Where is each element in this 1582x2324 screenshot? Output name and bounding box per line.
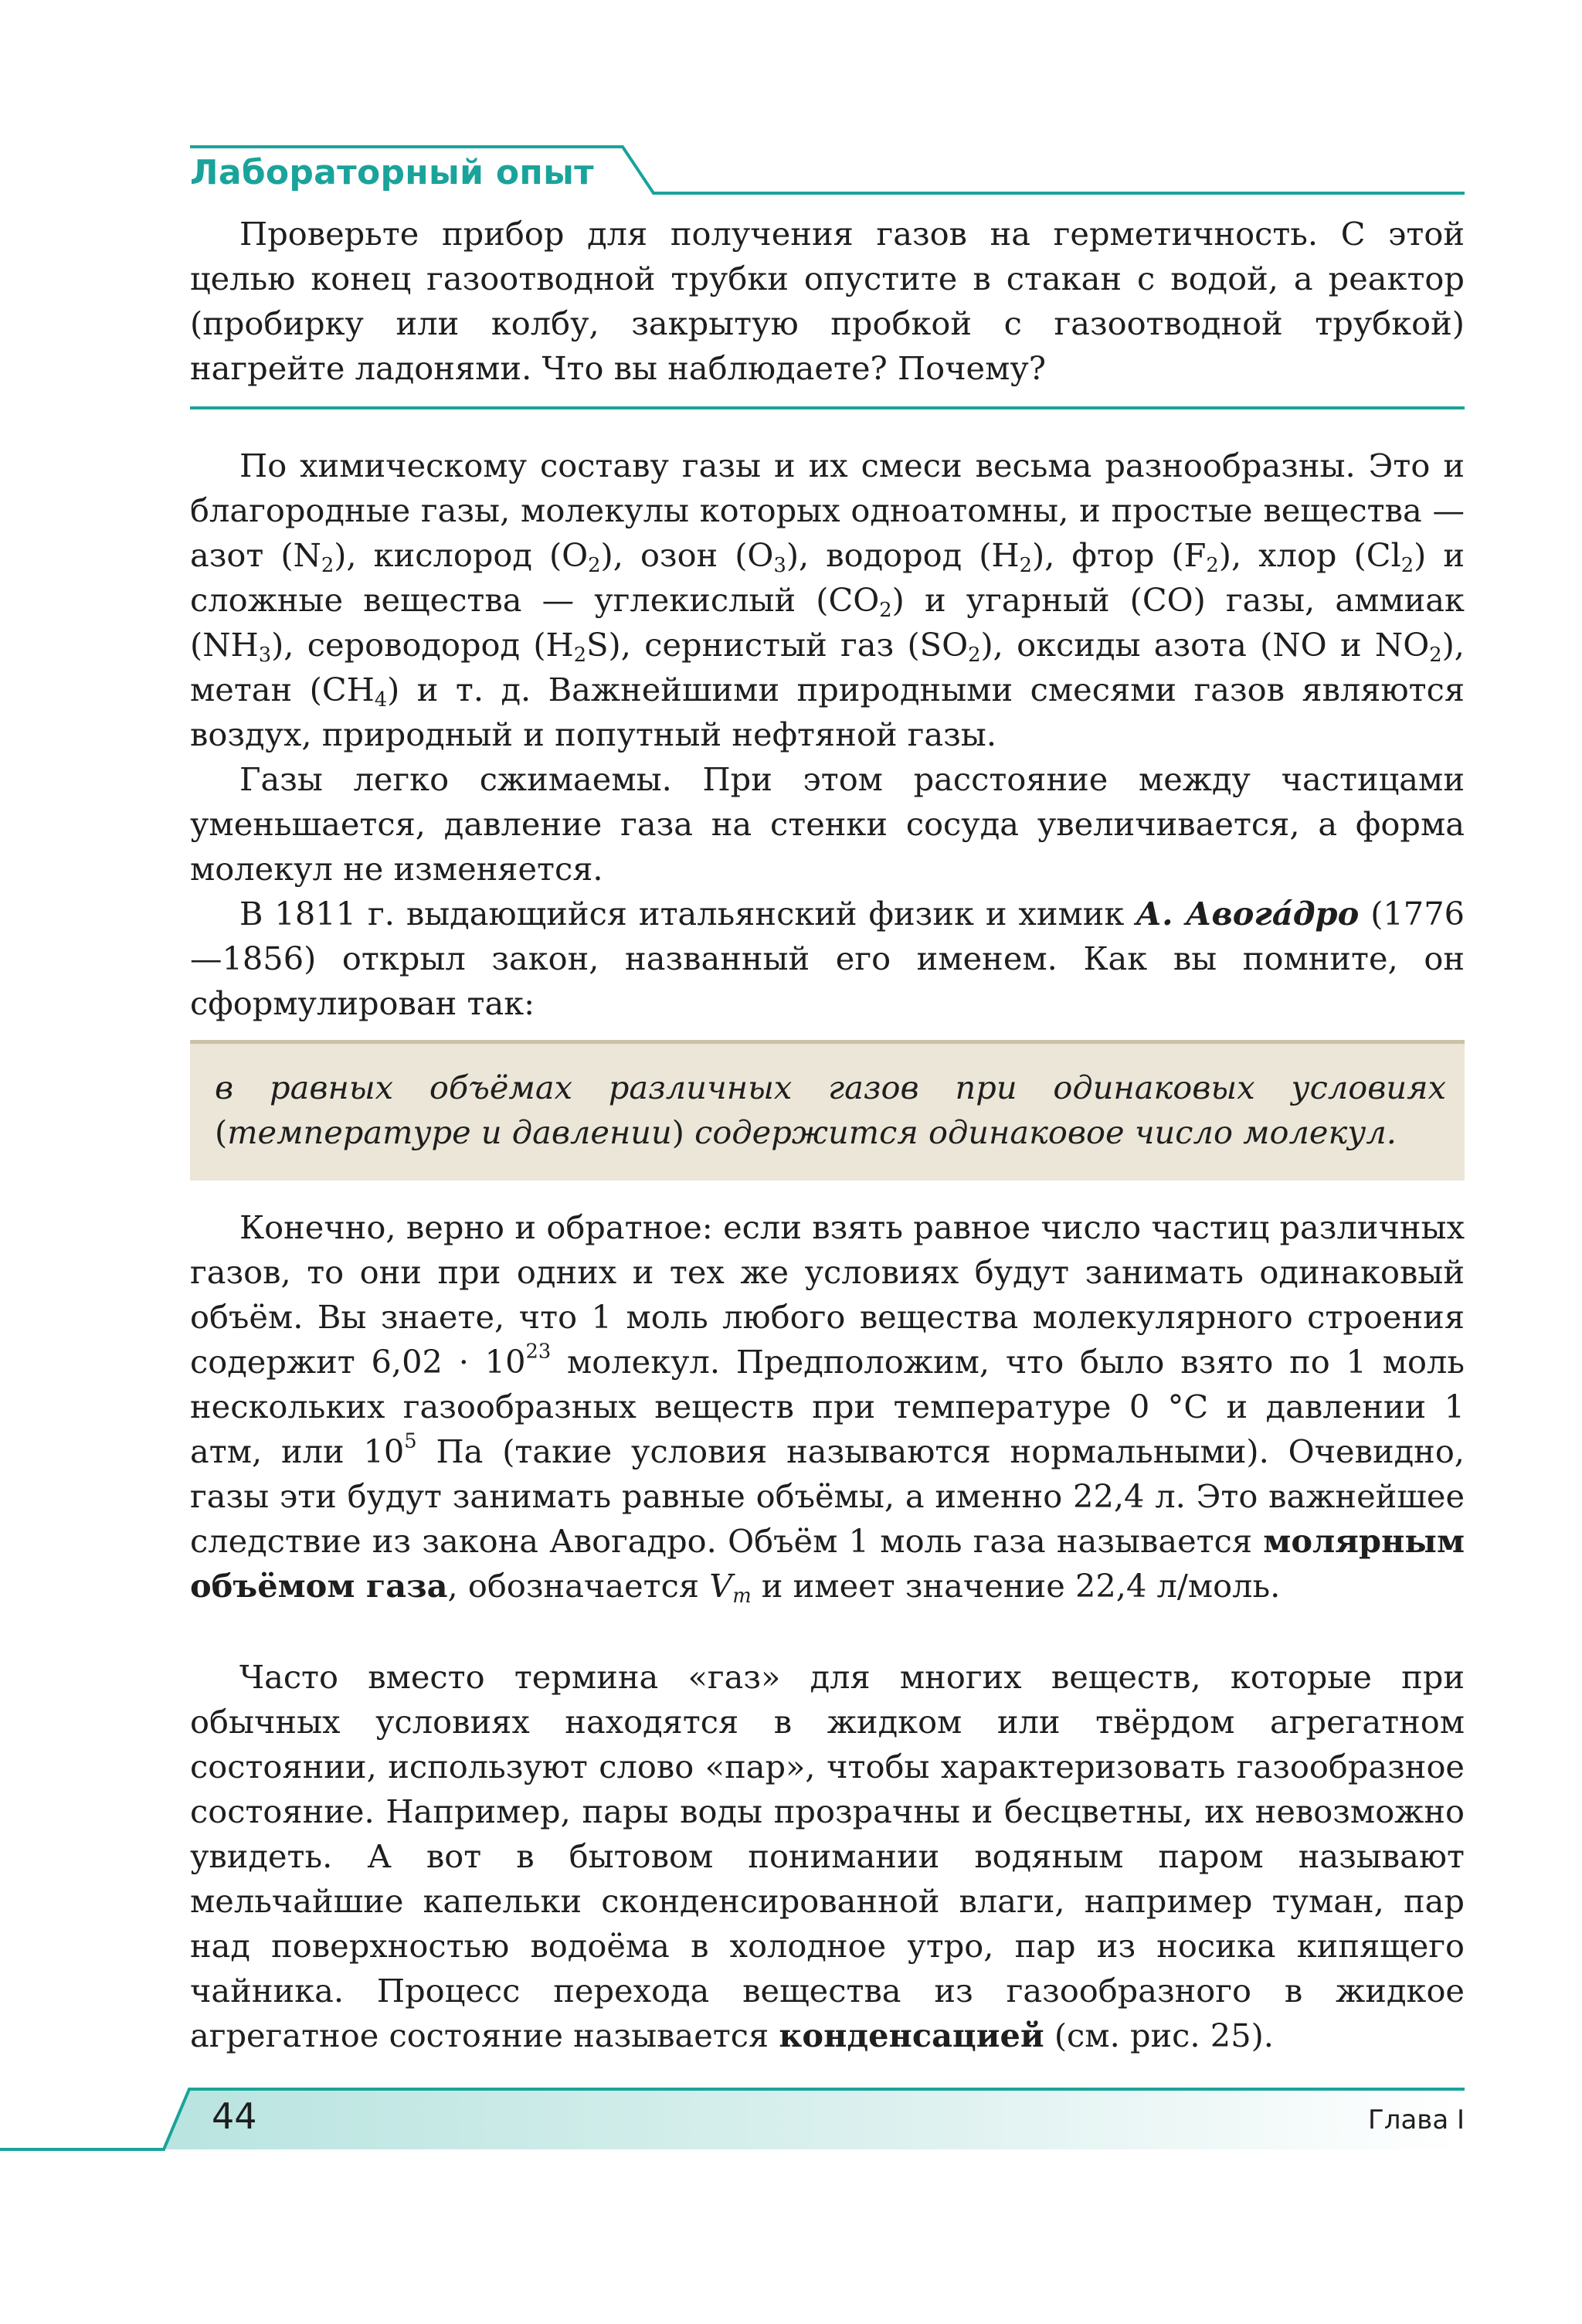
avogadro-law-box xyxy=(190,1040,1465,1181)
text: ), кислород (O xyxy=(334,536,589,574)
text: ) и угарный (CO) газы, аммиак (NH xyxy=(190,581,1465,664)
text: в равных объёмах различных газов при одинаковых условиях xyxy=(215,1069,1446,1106)
text: ), водород (H xyxy=(786,536,1020,574)
text: Конечно, верно и обратное: если взять равное число частиц различных газов, то они при одних и тех же условиях будут занимать одинаковый объём. Вы знаете, что 1 моль любого вещества молекулярного строения содержит 6,02 · 10 xyxy=(190,1208,1465,1381)
lab-header xyxy=(190,144,1465,198)
text: ), сероводород (H xyxy=(271,626,574,664)
lab-text: Проверьте прибор для получения газов на герметичность. С этой целью конец газоотводной трубки опустите в стакан с водой, а реактор (пробирку или колбу, закрытую пробкой с газоотводной трубкой) нагрейте ладонями. Что вы наблюдаете? Почему? xyxy=(190,215,1465,387)
superscript: 23 xyxy=(525,1340,552,1364)
text: По химическому составу газы и их смеси весьма разнообразны. Это и благородные газы, молекулы которых одноатомны, и простые вещества — азот (N xyxy=(190,447,1465,574)
text: (1776—1856) открыл закон, названный его именем. Как вы помните, он сформулирован так: xyxy=(190,895,1465,1022)
subscript: 2 xyxy=(1400,554,1414,578)
subscript: 2 xyxy=(968,644,981,668)
subscript: 2 xyxy=(879,599,892,623)
subscript: 2 xyxy=(1206,554,1219,578)
term-molar-volume: молярным объёмом газа xyxy=(190,1522,1465,1605)
paragraph-avogadro xyxy=(190,892,1465,1026)
text: , обозначается xyxy=(447,1567,710,1605)
text: Па (такие условия называются нормальными). Очевидно, газы эти будут занимать равные объёмы, а именно 22,4 л. Это важнейшее следствие из закона Авогадро. Объём 1 моль газа называется xyxy=(190,1432,1465,1560)
lab-title: Лабораторный опыт xyxy=(190,153,594,192)
paragraph-gas-composition xyxy=(190,443,1465,757)
subscript: 4 xyxy=(374,688,388,712)
subscript: 2 xyxy=(1429,644,1442,668)
symbol-subscript: m xyxy=(732,1585,752,1609)
text: S), сернистый газ (SO xyxy=(586,626,969,664)
text: температуре и давлении xyxy=(227,1113,672,1151)
text: В 1811 г. выдающийся итальянский физик и химик xyxy=(239,895,1136,933)
text: и имеет значение 22,4 л/моль. xyxy=(751,1567,1281,1605)
subscript: 2 xyxy=(588,554,601,578)
subscript: 2 xyxy=(321,554,334,578)
superscript: 5 xyxy=(404,1429,417,1453)
page-number: 44 xyxy=(212,2095,257,2137)
paragraph-vapor xyxy=(190,1655,1465,2058)
subscript: 2 xyxy=(1019,554,1032,578)
paragraph-compressibility: Газы легко сжимаемы. При этом расстояние между частицами уменьшается, давление газа на стенки сосуда увеличивается, а форма молекул не изменяется. xyxy=(190,760,1465,888)
subscript: 3 xyxy=(258,644,272,668)
symbol-v: V xyxy=(709,1567,733,1605)
text: ), озон (O xyxy=(600,536,774,574)
text: молекул. Предположим, что было взято по 1 моль нескольких газообразных веществ при температуре 0 °С и давлении 1 атм, или 10 xyxy=(190,1343,1465,1470)
text: содержится одинаковое число молекул. xyxy=(694,1113,1397,1151)
page-footer xyxy=(0,2084,1582,2154)
text: Часто вместо термина «газ» для многих веществ, которые при обычных условиях находятся в жидком или твёрдом агрегатном состоянии, используют слово «пар», чтобы характеризовать газообразное состояние. Например, пары воды прозрачны и бесцветны, их невозможно увидеть. А вот в бытовом понимании водяным паром называют мельчайшие капельки сконденсированной влаги, например туман, пар над поверхностью водоёма в холодное утро, пар из носика кипящего чайника. Процесс перехода вещества из газообразного в жидкое агрегатное состояние называется xyxy=(190,1658,1465,2054)
text: (см. рис. 25). xyxy=(1044,2017,1275,2054)
chapter-label: Глава I xyxy=(1367,2105,1465,2135)
paragraph-molar-volume xyxy=(190,1205,1465,1609)
text: ) и сложные вещества — углекислый (CO xyxy=(190,536,1465,619)
scientist-name: А. Авога́дро xyxy=(1136,895,1360,933)
text: ), метан (CH xyxy=(190,626,1465,708)
text: ), фтор (F xyxy=(1032,536,1207,574)
lab-bottom-rule xyxy=(190,406,1465,409)
term-condensation: конденсацией xyxy=(779,2017,1044,2054)
text: ) и т. д. Важнейшими природными смесями газов являются воздух, природный и попутный нефтяной газы. xyxy=(190,671,1465,753)
avogadro-law-text xyxy=(215,1065,1446,1155)
text: ), хлор (Cl xyxy=(1218,536,1401,574)
text: ( xyxy=(215,1113,228,1151)
text: ) xyxy=(671,1113,695,1151)
text: ), оксиды азота (NO и NO xyxy=(980,626,1430,664)
subscript: 2 xyxy=(573,644,587,668)
subscript: 3 xyxy=(773,554,786,578)
